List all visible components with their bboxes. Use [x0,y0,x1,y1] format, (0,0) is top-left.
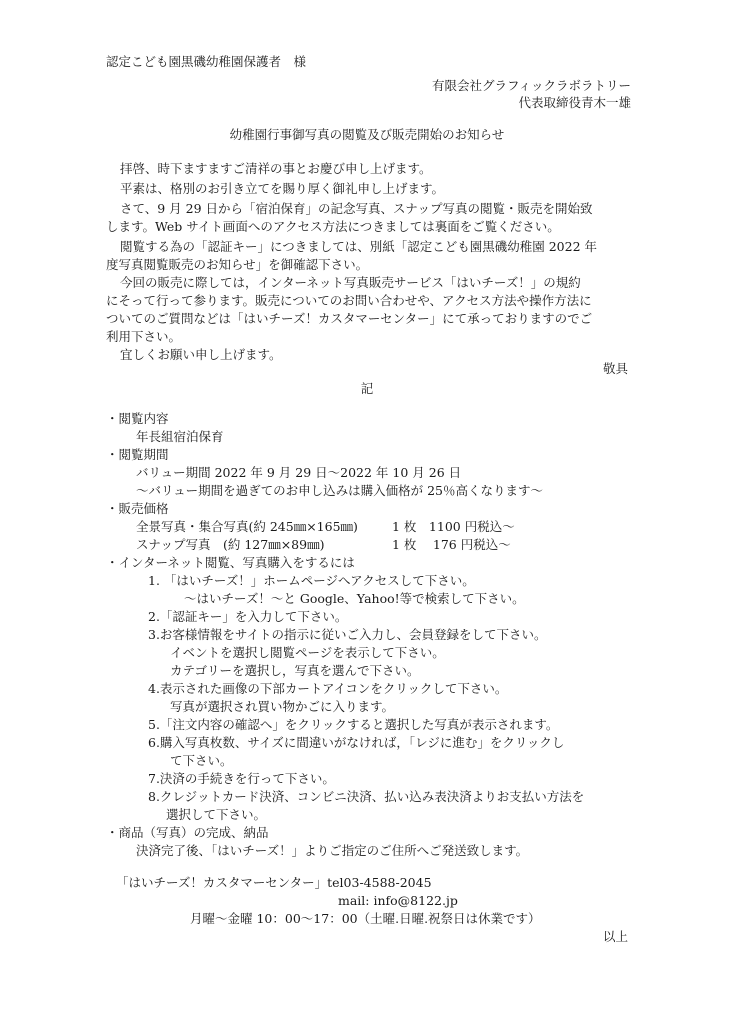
delivery-text: 決済完了後、「はいチーズ！」よりご指定のご住所へご発送致します。 [136,843,529,858]
period-note: 〜バリュー期間を過ぎてのお申し込みは購入価格が 25％高くなります〜 [136,483,544,498]
step-line: カテゴリーを選択し，写真を選んで下さい。 [170,663,420,678]
body-line: 拝啓、時下ますますご清祥の事とお慶び申し上げます。 [120,161,432,176]
body-line: にそって行って参ります。販売についてのお問い合わせや、アクセス方法や操作方法に [106,293,592,308]
contact-mail: mail: info@8122.jp [338,893,458,908]
company-name: 有限会社グラフィックラボラトリー [431,78,631,93]
step-line: て下さい。 [170,753,233,768]
ki-heading: 記 [360,381,374,396]
step-line: 1. 「はいチーズ！」ホームページへアクセスして下さい。 [148,573,475,588]
body-line: 度写真閲覧販売のお知らせ」を御確認下さい。 [106,257,369,272]
body-line: さて、9 月 29 日から「宿泊保育」の記念写真、スナップ写真の閲覧・販売を開始致 [120,201,593,216]
step-line: 4.表示された画像の下部カートアイコンをクリックして下さい。 [148,681,508,696]
period: バリュー期間 2022 年 9 月 29 日〜2022 年 10 月 26 日 [136,465,462,480]
step-line: 写真が選択され買い物かごに入ります。 [170,699,395,714]
document-title: 幼稚園行事御写真の閲覧及び販売開始のお知らせ [229,127,505,142]
price-2-value: 1 枚 176 円税込〜 [392,537,511,552]
step-line: 2.「認証キー」を入力して下さい。 [148,609,348,624]
step-line: 6.購入写真枚数、サイズに間違いがなければ，「レジに進む」をクリックし [148,735,565,750]
internet-label: ・インターネット閲覧、写真購入をするには [106,555,355,570]
body-line: します。Web サイト画面へのアクセス方法につきましては裏面をご覧ください。 [106,219,560,234]
body-line: 宜しくお願い申し上げます。 [120,347,282,362]
price-1-value: 1 枚 1100 円税込〜 [392,519,515,534]
view-content-label: ・閲覧内容 [106,411,169,426]
price-label: ・販売価格 [106,501,169,516]
body-line: 今回の販売に際しては，インターネット写真販売サービス「はいチーズ！」の規約 [120,275,581,290]
step-line: 5.「注文内容の確認へ」をクリックすると選択した写真が表示されます。 [148,717,559,732]
body-line: ついてのご質問などは「はいチーズ！カスタマーセンター」にて承っておりますのでご [106,311,593,326]
contact-center: 「はいチーズ！カスタマーセンター」tel03-4588-2045 [116,875,432,890]
body-line: 平素は、格別のお引き立てを賜り厚く御礼申し上げます。 [120,181,445,196]
step-line: 8.クレジットカード決済、コンビニ決済、払い込み表決済よりお支払い方法を [148,789,585,804]
end-ijou: 以上 [602,929,628,944]
period-label: ・閲覧期間 [106,447,169,462]
delivery-label: ・商品（写真）の完成、納品 [106,825,269,840]
body-line: 閲覧する為の「認証キー」につきましては、別紙「認定こども園黒磯幼稚園 2022 年 [120,239,598,254]
price-2-name: スナップ写真 (約 127㎜×89㎜) [136,537,325,552]
contact-hours: 月曜〜金曜 10：00〜17：00（土曜.日曜.祝祭日は休業です） [190,911,541,926]
step-line: イベントを選択し閲覧ページを表示して下さい。 [170,645,445,660]
body-line: 利用下さい。 [106,329,182,344]
step-line: 7.決済の手続きを行って下さい。 [148,771,335,786]
representative: 代表取締役青木一雄 [518,95,631,110]
price-1-name: 全景写真・集合写真(約 245㎜×165㎜) [136,519,358,534]
step-line: 〜はいチーズ！〜と Google、Yahoo!等で検索して下さい。 [184,591,525,606]
step-line: 3.お客様情報をサイトの指示に従いご入力し、会員登録をして下さい。 [148,627,547,642]
view-content: 年長組宿泊保育 [136,429,224,444]
step-line: 選択して下さい。 [166,807,267,822]
closing-keigu: 敬具 [602,361,628,376]
addressee: 認定こども園黒磯幼稚園保護者 様 [106,54,307,69]
